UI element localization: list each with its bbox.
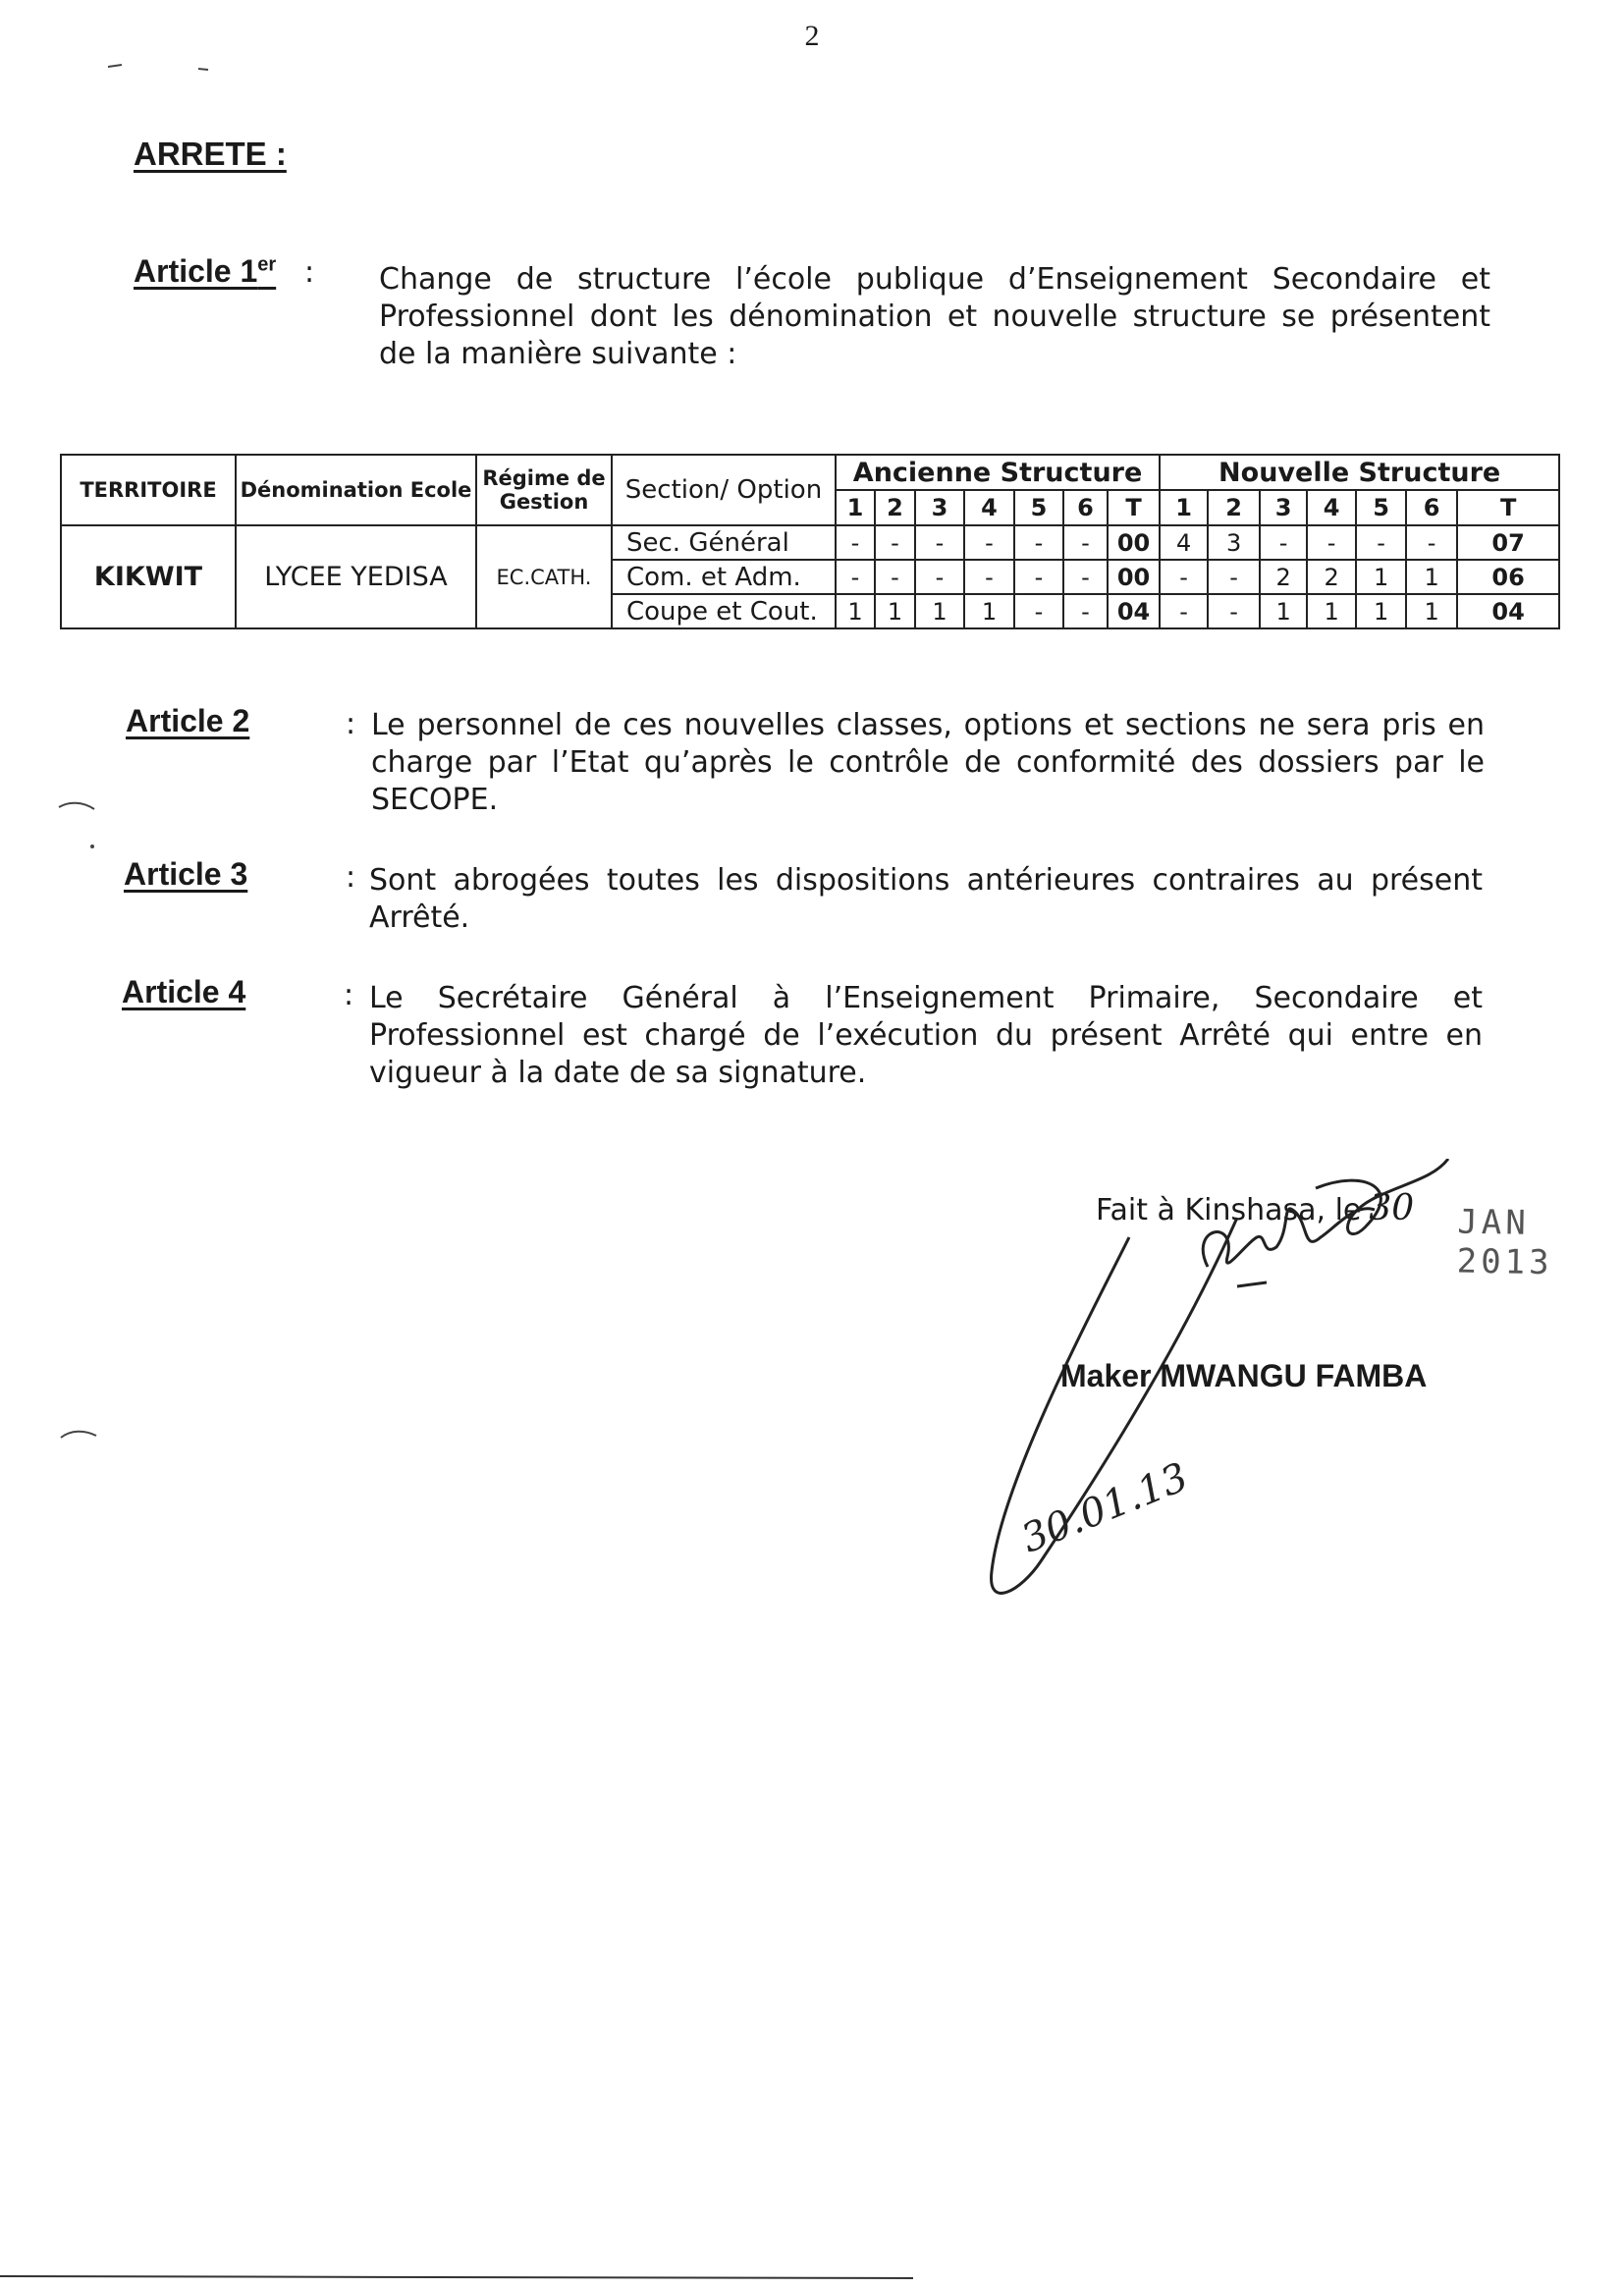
col-header: 1 — [836, 490, 875, 525]
col-header: 2 — [875, 490, 915, 525]
section-cell: Com. et Adm. — [612, 560, 836, 594]
article-4-text: Le Secrétaire Général à l’Enseignement Primaire, Secondaire et Professionnel est chargé de l’exécution du présent Arrêté qui entre en vigueur à la date de sa signature. — [369, 981, 1483, 1090]
nouvelle-total: 07 — [1457, 525, 1559, 560]
nouvelle-cell: - — [1208, 560, 1260, 594]
handwritten-date: 30.01.13 — [1015, 1454, 1195, 1562]
col-header: 2 — [1208, 490, 1260, 525]
nouvelle-cell: - — [1208, 594, 1260, 628]
col-header: 1 — [1160, 490, 1208, 525]
nouvelle-cell: - — [1160, 594, 1208, 628]
ancienne-cell: - — [875, 525, 915, 560]
structure-table — [60, 454, 1560, 629]
section-cell: Coupe et Cout. — [612, 594, 836, 628]
nouvelle-cell: 1 — [1406, 594, 1457, 628]
nouvelle-cell: 1 — [1356, 594, 1406, 628]
territoire-cell: KIKWIT — [61, 525, 236, 628]
article-3-label: Article 3 — [124, 856, 248, 892]
col-header: T — [1457, 490, 1559, 525]
ancienne-cell: - — [1063, 594, 1108, 628]
ancienne-cell: 1 — [964, 594, 1014, 628]
signature-icon — [943, 1159, 1492, 1630]
ancienne-total: 04 — [1108, 594, 1160, 628]
section-cell: Sec. Général — [612, 525, 836, 560]
ancienne-cell: - — [1063, 560, 1108, 594]
nouvelle-cell: 4 — [1160, 525, 1208, 560]
article-3-separator: : — [346, 860, 356, 895]
article-2-text: Le personnel de ces nouvelles classes, options et sections ne sera pris en charge par l’Etat qu’après le contrôle de conformité des dossiers par le SECOPE. — [371, 708, 1485, 817]
ancienne-cell: - — [836, 560, 875, 594]
ancienne-cell: - — [875, 560, 915, 594]
ancienne-cell: - — [1014, 525, 1063, 560]
table-row — [61, 525, 1559, 560]
nouvelle-cell: - — [1260, 525, 1307, 560]
ancienne-cell: - — [964, 525, 1014, 560]
decree-heading: ARRETE : — [134, 136, 287, 172]
header-denomination: Dénomination Ecole — [236, 455, 476, 525]
article-2-label: Article 2 — [126, 703, 250, 738]
col-header: 5 — [1356, 490, 1406, 525]
nouvelle-cell: - — [1356, 525, 1406, 560]
col-header: 3 — [1260, 490, 1307, 525]
nouvelle-total: 06 — [1457, 560, 1559, 594]
ancienne-total: 00 — [1108, 560, 1160, 594]
date-stamp: JAN 2013 — [1456, 1202, 1553, 1283]
nouvelle-cell: - — [1160, 560, 1208, 594]
handwritten-day: 30 — [1369, 1188, 1415, 1228]
ancienne-cell: - — [915, 560, 964, 594]
ancienne-cell: - — [964, 560, 1014, 594]
ancienne-cell: - — [1014, 560, 1063, 594]
signatory-name: Maker MWANGU FAMBA — [1060, 1358, 1428, 1393]
col-header: 3 — [915, 490, 964, 525]
article-1-label: Article 1er — [134, 253, 277, 289]
col-header: 4 — [964, 490, 1014, 525]
regime-cell: EC.CATH. — [476, 525, 612, 628]
ancienne-cell: 1 — [915, 594, 964, 628]
article-1-separator: : — [304, 255, 315, 290]
nouvelle-cell: 2 — [1307, 560, 1356, 594]
col-header: 4 — [1307, 490, 1356, 525]
page-number: 2 — [804, 20, 820, 52]
col-header: T — [1108, 490, 1160, 525]
ancienne-cell: - — [915, 525, 964, 560]
col-header: 6 — [1406, 490, 1457, 525]
nouvelle-cell: 3 — [1208, 525, 1260, 560]
ancienne-cell: 1 — [875, 594, 915, 628]
nouvelle-total: 04 — [1457, 594, 1559, 628]
nouvelle-cell: 1 — [1260, 594, 1307, 628]
nouvelle-cell: - — [1307, 525, 1356, 560]
col-header: 6 — [1063, 490, 1108, 525]
article-2-separator: : — [346, 707, 356, 741]
nouvelle-cell: 1 — [1406, 560, 1457, 594]
nouvelle-cell: 1 — [1356, 560, 1406, 594]
article-4-label: Article 4 — [122, 974, 246, 1009]
ancienne-total: 00 — [1108, 525, 1160, 560]
ecole-cell: LYCEE YEDISA — [236, 525, 476, 628]
article-4-separator: : — [344, 978, 354, 1012]
article-3-text: Sont abrogées toutes les dispositions antérieures contraires au présent Arrêté. — [369, 863, 1483, 935]
ancienne-cell: - — [1063, 525, 1108, 560]
ancienne-cell: - — [836, 525, 875, 560]
nouvelle-cell: - — [1406, 525, 1457, 560]
header-section: Section/ Option — [612, 455, 836, 525]
place-and-date: Fait à Kinshasa, le 30 — [1096, 1188, 1415, 1228]
header-ancienne-structure: Ancienne Structure — [836, 455, 1160, 490]
nouvelle-cell: 2 — [1260, 560, 1307, 594]
nouvelle-cell: 1 — [1307, 594, 1356, 628]
header-territoire: TERRITOIRE — [61, 455, 236, 525]
header-regime: Régime de Gestion — [476, 455, 612, 525]
col-header: 5 — [1014, 490, 1063, 525]
ancienne-cell: - — [1014, 594, 1063, 628]
header-nouvelle-structure: Nouvelle Structure — [1160, 455, 1559, 490]
ancienne-cell: 1 — [836, 594, 875, 628]
article-1-text: Change de structure l’école publique d’Enseignement Secondaire et Professionnel dont les dénomination et nouvelle structure se présentent de la manière suivante : — [379, 262, 1490, 371]
